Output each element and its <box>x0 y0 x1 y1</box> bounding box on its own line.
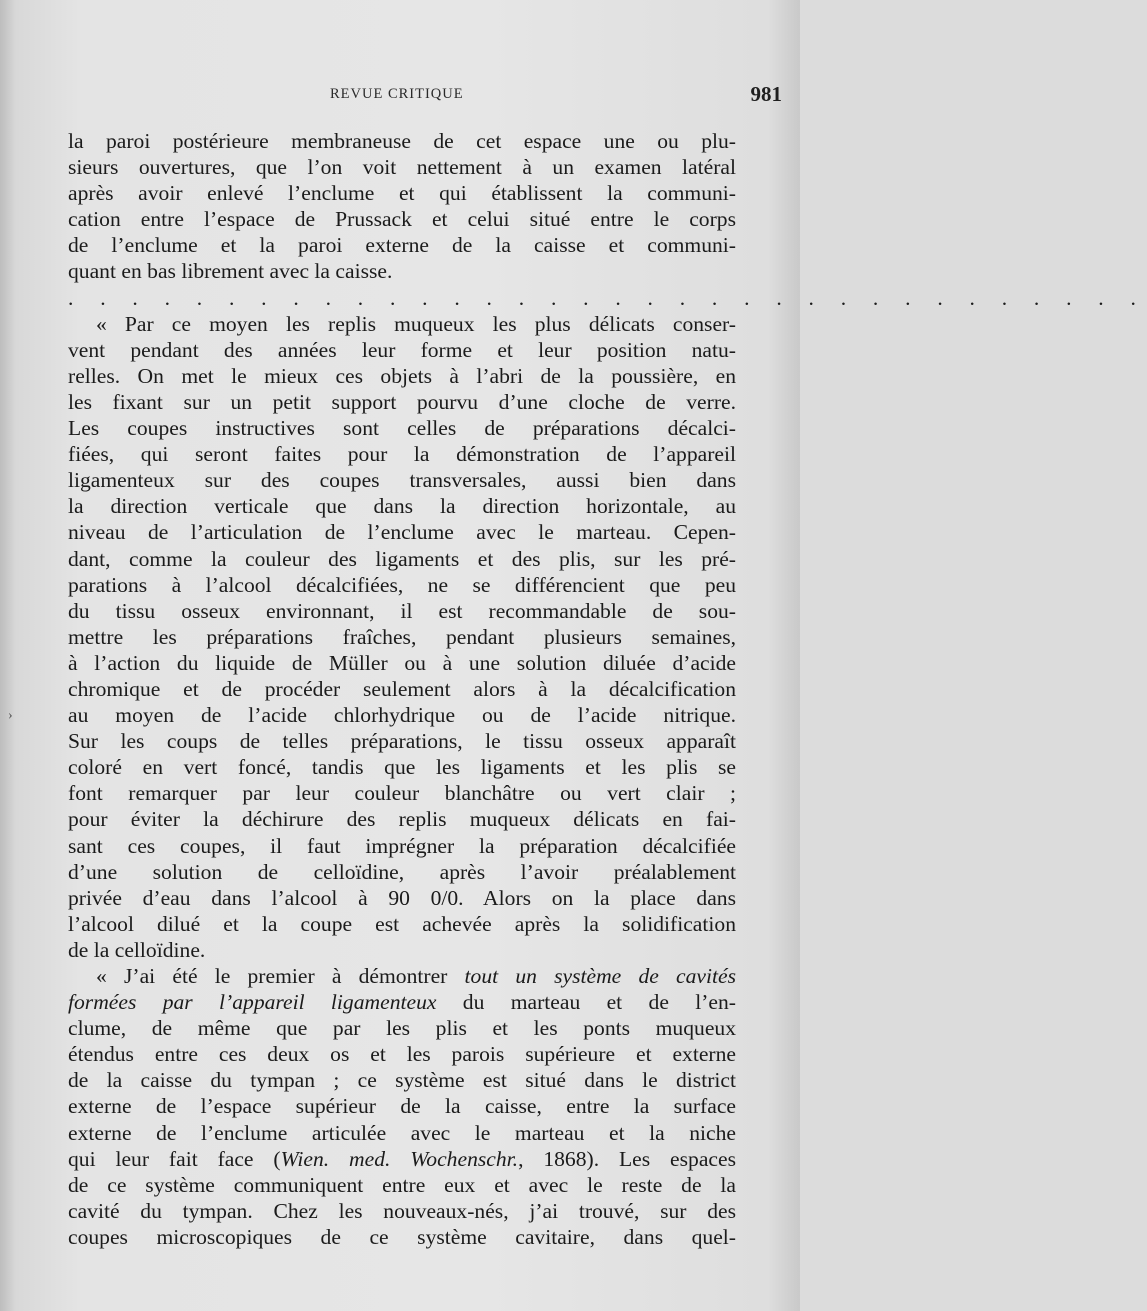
page-number: 981 <box>750 82 782 106</box>
text-line: de la celloïdine. <box>68 937 206 962</box>
text-line: cation entre l’espace de Prussack et celui situé entre le corps <box>68 207 736 232</box>
text-line: de l’enclume et la paroi externe de la caisse et communi- <box>68 233 736 258</box>
paragraph-quote-preparations <box>68 311 736 963</box>
text-run: « J’ai été le premier à démontrer <box>96 964 465 988</box>
running-head <box>0 82 800 110</box>
text-line: vent pendant des années leur forme et leur position natu- <box>68 337 736 362</box>
text-line: Sur les coups de telles préparations, le tissu osseux apparaît <box>68 729 736 754</box>
text-line <box>68 989 736 1015</box>
text-line: dant, comme la couleur des ligaments et des plis, sur les pré- <box>68 546 736 571</box>
text-line: sieurs ouvertures, que l’on voit nettement à un examen latéral <box>68 155 736 180</box>
text-line: la paroi postérieure membraneuse de cet espace une ou plu- <box>68 129 736 153</box>
text-line: fiées, qui seront faites pour la démonstration de l’appareil <box>68 442 736 467</box>
text-line: chromique et de procéder seulement alors à la décalcification <box>68 676 736 701</box>
italic-run: formées par l’appareil ligamenteux <box>68 990 437 1015</box>
text-line: parations à l’alcool décalcifiées, ne se différencient que peu <box>68 572 736 597</box>
text-run: qui leur fait face ( <box>68 1146 281 1171</box>
text-line: Les coupes instructives sont celles de préparations décalci- <box>68 416 736 441</box>
text-line: « Par ce moyen les replis muqueux les plus délicats conser- <box>96 311 736 336</box>
paragraph-quote-cavities <box>68 963 736 1250</box>
text-line: niveau de l’articulation de l’enclume avec le marteau. Cepen- <box>68 520 736 545</box>
text-line: coloré en vert foncé, tandis que les ligaments et les plis se <box>68 755 736 780</box>
paragraph-lines <box>68 1015 736 1145</box>
page-body <box>68 128 1147 1250</box>
text-line: coupes microscopiques de ce système cavitaire, dans quel- <box>68 1224 736 1249</box>
text-line: d’une solution de celloïdine, après l’avoir préalablement <box>68 859 736 884</box>
text-line: les fixant sur un petit support pourvu d’une cloche de verre. <box>68 389 736 414</box>
text-line: la direction verticale que dans la direction horizontale, au <box>68 494 736 519</box>
text-line: externe de l’enclume articulée avec le marteau et la niche <box>68 1120 736 1145</box>
text-line: du tissu osseux environnant, il est recommandable de sou- <box>68 598 736 623</box>
text-line <box>68 1146 736 1172</box>
text-line: clume, de même que par les plis et les ponts muqueux <box>68 1016 736 1041</box>
text-line: externe de l’espace supérieur de la caisse, entre la surface <box>68 1094 736 1119</box>
text-line: après avoir enlevé l’enclume et qui établissent la communi- <box>68 181 736 206</box>
text-line: de ce système communiquent entre eux et avec le reste de la <box>68 1172 736 1197</box>
paragraph-continuation <box>68 128 736 285</box>
text-run: du marteau et de l’en- <box>436 990 736 1015</box>
text-line: à l’action du liquide de Müller ou à une solution diluée d’acide <box>68 650 736 675</box>
text-line: cavité du tympan. Chez les nouveaux-nés, j’ai trouvé, sur des <box>68 1198 736 1223</box>
text-run: , 1868). Les espaces <box>518 1146 736 1171</box>
text-line: privée d’eau dans l’alcool à 90 0/0. Alors on la place dans <box>68 885 736 910</box>
text-line: pour éviter la déchirure des replis muqueux délicats en fai- <box>68 807 736 832</box>
text-line: au moyen de l’acide chlorhydrique ou de l’acide nitrique. <box>68 703 736 728</box>
text-line: quant en bas librement avec la caisse. <box>68 259 393 284</box>
text-line: font remarquer par leur couleur blanchâtre ou vert clair ; <box>68 781 736 806</box>
text-line: sant ces coupes, il faut imprégner la préparation décalcifiée <box>68 833 736 858</box>
text-line: étendus entre ces deux os et les parois supérieure et externe <box>68 1042 736 1067</box>
text-line: mettre les préparations fraîches, pendant plusieurs semaines, <box>68 624 736 649</box>
paragraph-lines <box>68 1172 736 1250</box>
italic-run: tout un système de cavités <box>464 964 736 988</box>
running-title: REVUE CRITIQUE <box>330 86 464 102</box>
text-line <box>68 963 736 989</box>
ellipsis-dots: . . . . . . . . . . . . . . . . . . . . . . . . . . . . . . . . . . <box>68 285 1147 310</box>
text-line: relles. On met le mieux ces objets à l’abri de la poussière, en <box>68 363 736 388</box>
text-line: ligamenteux sur des coupes transversales, aussi bien dans <box>68 468 736 493</box>
text-line: de la caisse du tympan ; ce système est situé dans le district <box>68 1068 736 1093</box>
italic-citation: Wien. med. Wochenschr. <box>280 1146 519 1171</box>
text-line: l’alcool dilué et la coupe est achevée après la solidification <box>68 911 736 936</box>
margin-mark: › <box>8 708 13 723</box>
